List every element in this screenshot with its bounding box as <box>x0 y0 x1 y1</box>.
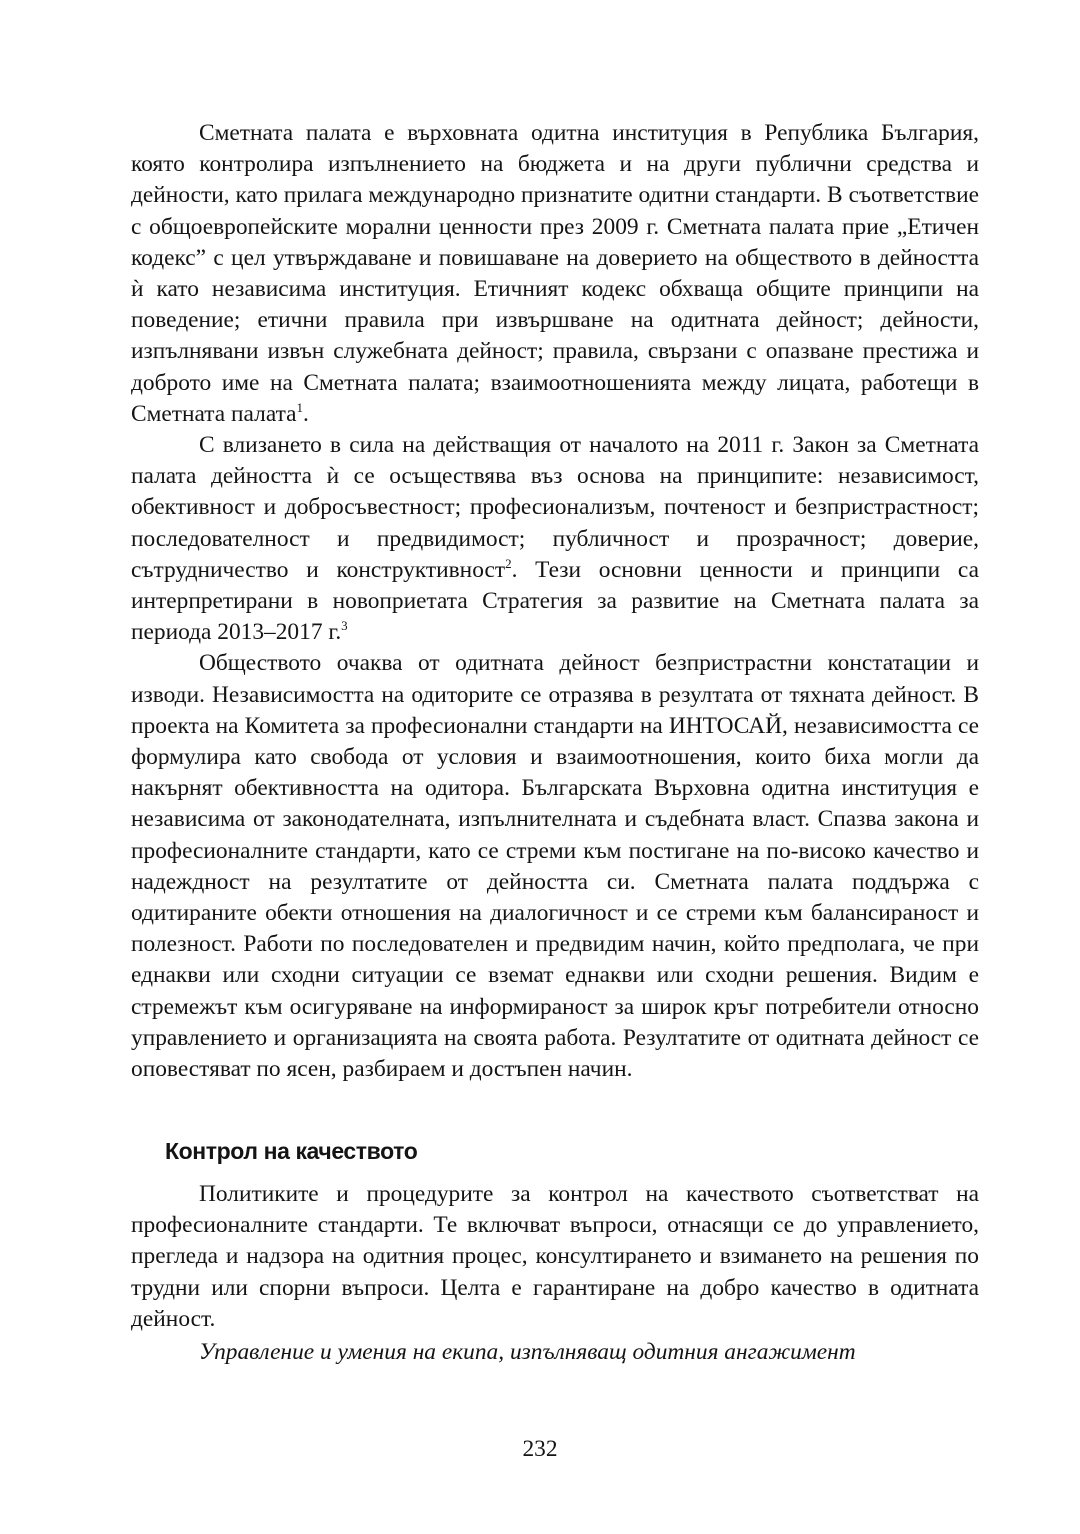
paragraph-independence <box>131 648 979 1085</box>
paragraph-text-continued: . Тези основни ценности и принципи са интерпретирани в новоприетата Стратегия за развитие на Сметната палата за периода 2013–2017 г. <box>131 556 979 646</box>
paragraph-text: С влизането в сила на действащия от началото на 2011 г. Закон за Сметната палата дейността ѝ се осъществява въз основа на принципите: независимост, обективност и добросъвестност; професионализъм, почтеност и безпристрастност; последователност и предвидимост; публичност и прозрачност; доверие, сътрудничество и конструктивност <box>131 432 979 583</box>
footnote-ref-2[interactable]: 2 <box>505 556 512 572</box>
footnote-ref-3[interactable]: 3 <box>341 618 348 634</box>
page-number: 232 <box>522 1436 558 1462</box>
paragraph-text: Обществото очаква от одитната дейност безпристрастни констатации и изводи. Независимостта на одиторите се отразява в резултата от тяхната дейност. В проекта на Комитета за професионални стандарти на ИНТОСАЙ, независимостта се формулира като свобода от условия и взаимоотношения, които биха могли да накърнят обективността на одитора. Българската Върховна одитна институция е независима от законодателната, изпълнителната и съдебната власт. Спазва закона и професионалните стандарти, като се стреми към постигане на по-високо качество и надеждност на резултатите от дейността си. Сметната палата поддържа с одитираните обекти отношения на диалогичност и се стреми към балансираност и полезност. Работи по последователен и предвидим начин, който предполага, че при еднакви или сходни ситуации се вземат еднакви или сходни решения. Видим е стремежът към осигуряване на информираност за широк кръг потребители относно управлението и организацията на своята работа. Резултатите от одитната дейност се оповестяват по ясен, разбираем и достъпен начин. <box>131 650 979 1083</box>
subheading-team-management: Управление и умения на екипа, изпълняващ одитния ангажимент <box>199 1339 856 1366</box>
main-text-block <box>131 118 979 1085</box>
paragraph-quality-policies: Политиките и процедурите за контрол на качеството съответстват на професионалните стандарти. Те включват въпроси, отнасящи се до управлението, прегледа и надзора на одитния процес, консултирането и взимането на решения по трудни или спорни въпроси. Целта е гарантиране на добро качество в одитната дейност. <box>131 1181 979 1332</box>
quality-text-block <box>131 1179 979 1368</box>
footnote-ref-1[interactable]: 1 <box>296 400 303 416</box>
paragraph-text: Сметната палата е върховната одитна институция в Република България, която контролира изпълнението на бюджета и на други публични средства и дейности, като прилага международно признатите одитни стандарти. В съответствие с общоевропейските морални ценности през 2009 г. Сметната палата прие „Етичен кодекс” с цел утвърждаване и повишаване на доверието на обществото в дейността ѝ като независима институция. Етичният кодекс обхваща общите принципи на поведение; етични правила при извършване на одитната дейност; дейности, изпълнявани извън служебната дейност; правила, свързани с опазване престижа и доброто име на Сметната палата; взаимоотношенията между лицата, работещи в Сметната палата <box>131 120 979 427</box>
paragraph-text-end: . <box>302 400 309 427</box>
paragraph-audit-institution <box>131 118 979 430</box>
paragraph-principles <box>131 430 979 648</box>
section-heading-quality-control: Контрол на качеството <box>165 1138 418 1164</box>
